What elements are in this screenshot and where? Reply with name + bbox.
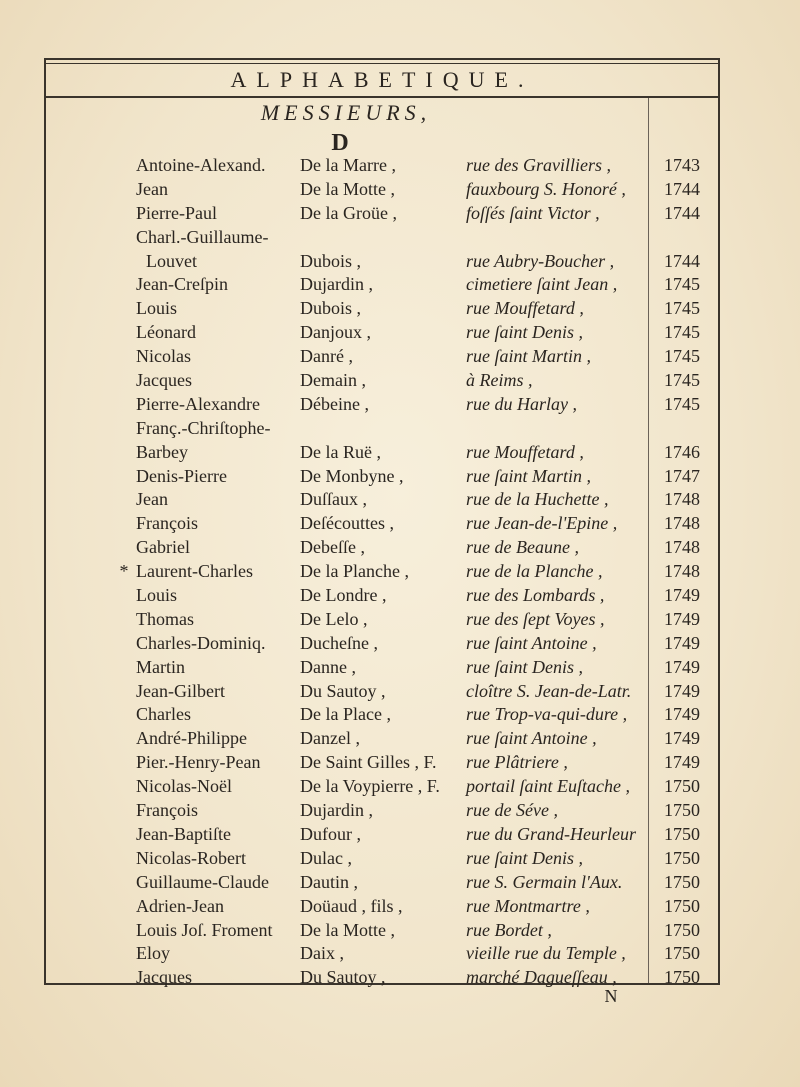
entry-first-names: Jean-Creſpin (136, 274, 228, 295)
entry-row (0, 225, 800, 249)
entry-surname: Dubois , (300, 250, 362, 271)
entry-row (0, 655, 800, 679)
entry-row (0, 487, 800, 511)
entry-address: rue du Harlay , (466, 393, 577, 414)
entry-address: rue Aubry-Boucher , (466, 250, 615, 271)
entry-star-mark: * (119, 561, 129, 582)
entry-first-names: Jacques (136, 370, 192, 391)
entry-row (0, 368, 800, 392)
entry-address: rue de Séve , (466, 800, 558, 821)
entry-first-names: Barbey (136, 441, 188, 462)
entry-first-names: Eloy (136, 943, 170, 964)
entry-row (0, 798, 800, 822)
entry-year: 1750 (664, 776, 700, 797)
entry-first-names: François (136, 800, 198, 821)
entry-surname: De la Groüe , (300, 202, 397, 223)
entry-surname: De Saint Gilles , F. (300, 752, 437, 773)
entry-address: rue S. Germain l'Aux. (466, 871, 623, 892)
section-heading: MESSIEURS, (260, 100, 432, 125)
entry-row (0, 941, 800, 965)
entry-year: 1743 (664, 155, 700, 175)
entry-surname: Dubois , (300, 298, 362, 319)
entry-surname: Débeine , (300, 393, 369, 414)
entry-first-names: Louvet (146, 250, 197, 271)
entry-address: rue de la Planche , (466, 561, 603, 582)
entry-surname: De Lelo , (300, 608, 368, 629)
entry-row (0, 272, 800, 296)
entry-row (0, 918, 800, 942)
entry-address: rue de la Huchette , (466, 489, 609, 510)
entry-surname: Duſſaux , (300, 489, 367, 510)
entry-year: 1745 (664, 346, 700, 367)
entry-first-names: Léonard (136, 322, 196, 343)
entry-address: rue des Lombards , (466, 585, 605, 606)
entry-row (0, 511, 800, 535)
entry-year: 1750 (664, 895, 700, 916)
entry-row (0, 726, 800, 750)
entry-row (0, 559, 800, 583)
entry-surname: De la Place , (300, 704, 391, 725)
entry-address: rue ſaint Denis , (466, 322, 583, 343)
entry-year: 1744 (664, 202, 700, 223)
entry-row (0, 583, 800, 607)
entry-address: rue ſaint Antoine , (466, 632, 597, 653)
entry-year: 1745 (664, 370, 700, 391)
entry-first-names: Pierre-Paul (136, 202, 217, 223)
entry-address: marché Dagueſſeau , (466, 967, 617, 988)
entry-year: 1744 (664, 178, 700, 199)
entry-surname: De la Planche , (300, 561, 409, 582)
entry-year: 1749 (664, 608, 700, 629)
entry-year: 1749 (664, 632, 700, 653)
entry-first-names: Martin (136, 656, 185, 677)
entry-row (0, 750, 800, 774)
entry-surname: Danne , (300, 656, 356, 677)
entry-address: rue de Beaune , (466, 537, 579, 558)
entry-surname: Doüaud , fils , (300, 895, 403, 916)
entry-year: 1750 (664, 823, 700, 844)
entry-first-names: Guillaume-Claude (136, 871, 269, 892)
entry-row (0, 679, 800, 703)
entry-year: 1749 (664, 752, 700, 773)
entry-surname: De la Motte , (300, 919, 395, 940)
entry-first-names: Jean-Gilbert (136, 680, 225, 701)
entry-first-names: Louis (136, 585, 178, 606)
entry-first-names: Jean (136, 489, 168, 510)
entry-row (0, 416, 800, 440)
entry-first-names: Adrien-Jean (136, 895, 224, 916)
entry-year: 1746 (664, 441, 700, 462)
entry-surname: Du Sautoy , (300, 680, 386, 701)
entry-first-names: Nicolas-Robert (136, 847, 246, 868)
entry-year: 1750 (664, 919, 700, 940)
entry-surname: De la Ruë , (300, 441, 381, 462)
entry-row (0, 344, 800, 368)
entry-row (0, 177, 800, 201)
entry-surname: Deſécouttes , (300, 513, 394, 534)
entry-surname: Danjoux , (300, 322, 371, 343)
entry-first-names: François (136, 513, 198, 534)
entry-address: cimetiere ſaint Jean , (466, 274, 618, 295)
entry-address: rue Mouffetard , (466, 298, 584, 319)
entry-first-names: Pierre-Alexandre (136, 393, 260, 414)
entry-first-names: Charl.-Guillaume- (136, 226, 269, 247)
entry-first-names: Charles (136, 704, 191, 725)
entry-year: 1745 (664, 298, 700, 319)
entry-row (0, 440, 800, 464)
entry-first-names: Laurent-Charles (136, 561, 253, 582)
entry-surname: Ducheſne , (300, 632, 378, 653)
entry-first-names: André-Philippe (136, 728, 247, 749)
entry-surname: Danré , (300, 346, 353, 367)
entry-address: rue ſaint Denis , (466, 847, 583, 868)
entry-surname: De la Voypierre , F. (300, 776, 440, 797)
entry-year: 1744 (664, 250, 700, 271)
entry-row (0, 392, 800, 416)
letter-heading: D (331, 130, 349, 156)
entry-row (0, 870, 800, 894)
entry-surname: Dufour , (300, 823, 361, 844)
entry-year: 1745 (664, 393, 700, 414)
entry-surname: De Monbyne , (300, 465, 404, 486)
running-head: ALPHABETIQUE. (230, 67, 534, 92)
entry-address: portail ſaint Euſtache , (466, 776, 630, 797)
entry-surname: Dujardin , (300, 274, 373, 295)
entry-first-names: Pier.-Henry-Pean (136, 752, 261, 773)
entry-year: 1749 (664, 656, 700, 677)
entry-row (0, 894, 800, 918)
entry-surname: Danzel , (300, 728, 360, 749)
entry-address: rue ſaint Antoine , (466, 728, 597, 749)
entry-year: 1750 (664, 967, 700, 988)
entry-year: 1750 (664, 943, 700, 964)
entry-year: 1745 (664, 274, 700, 295)
entry-row (0, 846, 800, 870)
entry-address: rue du Grand-Heurleur (466, 823, 636, 844)
entry-row (0, 201, 800, 225)
entry-year: 1748 (664, 561, 700, 582)
entry-address: rue ſaint Martin , (466, 346, 591, 367)
entry-address: rue Bordet , (466, 919, 552, 940)
entry-surname: Debeſſe , (300, 537, 365, 558)
entry-first-names: Denis-Pierre (136, 465, 227, 486)
entry-address: rue Plâtriere , (466, 752, 568, 773)
entry-address: rue Trop-va-qui-dure , (466, 704, 628, 725)
entry-row (0, 464, 800, 488)
entry-first-names: Nicolas-Noël (136, 776, 232, 797)
entry-year: 1748 (664, 489, 700, 510)
entry-surname: Daix , (300, 943, 344, 964)
entry-row (0, 965, 800, 989)
entry-surname: Dulac , (300, 847, 352, 868)
entry-year: 1749 (664, 728, 700, 749)
entry-row (0, 774, 800, 798)
entry-address: rue Jean-de-l'Epine , (466, 513, 618, 534)
entry-address: foſſés ſaint Victor , (466, 202, 600, 223)
entry-address: rue Montmartre , (466, 895, 590, 916)
entry-row (0, 153, 800, 177)
entry-row (0, 822, 800, 846)
entry-row (0, 535, 800, 559)
entry-address: cloître S. Jean-de-Latr. (466, 680, 632, 701)
entry-surname: Dujardin , (300, 800, 373, 821)
entry-year: 1748 (664, 537, 700, 558)
entry-row (0, 320, 800, 344)
entry-row (0, 607, 800, 631)
entry-surname: Du Sautoy , (300, 967, 386, 988)
entry-address: rue des Gravilliers , (466, 155, 611, 175)
entry-address: rue ſaint Martin , (466, 465, 591, 486)
entry-first-names: Jacques (136, 967, 192, 988)
entry-first-names: Jean (136, 178, 168, 199)
entry-year: 1747 (664, 465, 700, 486)
entry-first-names: Louis (136, 298, 178, 319)
entry-surname: De la Motte , (300, 178, 395, 199)
entry-address: rue Mouffetard , (466, 441, 584, 462)
entry-first-names: Franç.-Chriſtophe- (136, 417, 271, 438)
entry-year: 1750 (664, 871, 700, 892)
entry-first-names: Thomas (136, 608, 194, 629)
entry-address: fauxbourg S. Honoré , (466, 178, 626, 199)
entry-row (0, 296, 800, 320)
entry-surname: Dautin , (300, 871, 358, 892)
entry-address: rue ſaint Denis , (466, 656, 583, 677)
entry-row (0, 631, 800, 655)
entry-surname: Demain , (300, 370, 366, 391)
entry-list (0, 153, 800, 989)
entry-row (0, 249, 800, 273)
entry-first-names: Antoine-Alexand. (136, 155, 266, 175)
entry-address: rue des ſept Voyes , (466, 608, 605, 629)
entry-first-names: Nicolas (136, 346, 191, 367)
entry-surname: De Londre , (300, 585, 387, 606)
entry-row (0, 702, 800, 726)
entry-year: 1749 (664, 704, 700, 725)
entry-surname: De la Marre , (300, 155, 396, 175)
entry-year: 1750 (664, 800, 700, 821)
entry-first-names: Gabriel (136, 537, 190, 558)
entry-first-names: Louis Joſ. Froment (136, 919, 273, 940)
entry-year: 1748 (664, 513, 700, 534)
entry-year: 1745 (664, 322, 700, 343)
entry-year: 1749 (664, 680, 700, 701)
entry-first-names: Jean-Baptiſte (136, 823, 231, 844)
entry-year: 1749 (664, 585, 700, 606)
entry-year: 1750 (664, 847, 700, 868)
top-rule (44, 58, 720, 60)
entry-first-names: Charles-Dominiq. (136, 632, 266, 653)
entry-address: vieille rue du Temple , (466, 943, 626, 964)
entry-address: à Reims , (466, 370, 533, 391)
catchword: N (604, 986, 618, 1006)
